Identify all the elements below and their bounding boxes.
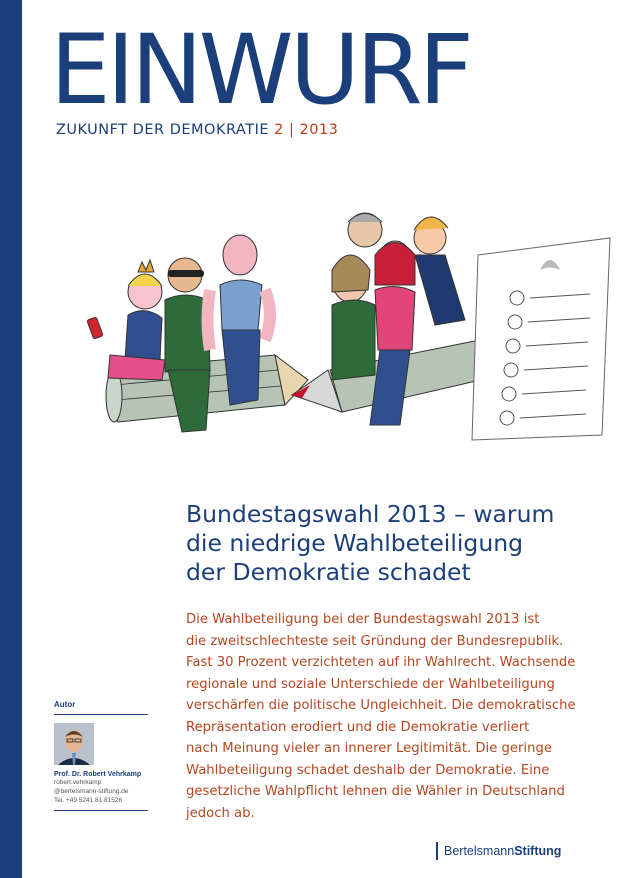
logo-text: [444, 844, 561, 858]
lead-line: Fast 30 Prozent verzichteten auf ihr Wahlrecht. Wachsende: [186, 655, 576, 670]
left-color-bar: [0, 0, 22, 878]
logo-bar: [436, 842, 438, 860]
author-email-domain[interactable]: @bertelsmann-stiftung.de: [54, 788, 129, 795]
lead-line: verschärfen die politische Ungleichheit. Die demokratische: [186, 698, 576, 713]
author-email[interactable]: robert.vehrkamp: [54, 779, 102, 786]
lead-line: jedoch ab.: [186, 805, 255, 821]
headline: [186, 500, 606, 587]
author-name: Prof. Dr. Robert Vehrkamp: [54, 771, 142, 778]
issue-number: 2 | 2013: [274, 122, 339, 138]
author-box: [54, 700, 148, 811]
cover-illustration: [70, 200, 615, 445]
lead-line: regionale und soziale Unterschiede der Wahlbeteiligung: [186, 676, 555, 692]
headline-line: Bundestagswahl 2013 – warum: [186, 500, 555, 528]
ballot-paper: [472, 238, 610, 440]
lead-line: die zweitschlechteste seit Gründung der Bundesrepublik.: [186, 633, 564, 649]
logo-part1: Bertelsmann: [444, 844, 515, 858]
author-phone: Tel. +49 5241 81 81526: [54, 797, 123, 804]
lead-line: Wahlbeteiligung schadet deshalb der Demokratie. Eine: [186, 762, 550, 778]
lead-line: Die Wahlbeteiligung bei der Bundestagswahl 2013 ist: [186, 612, 540, 627]
logo-part2: Stiftung: [514, 844, 562, 858]
author-rule: [54, 714, 148, 715]
lead-line: Repräsentation erodiert und die Demokratie verliert: [186, 719, 530, 735]
lead-line: gesetzliche Wahlpflicht lehnen die Wähler in Deutschland: [186, 784, 565, 799]
series-title: ZUKUNFT DER DEMOKRATIE: [56, 122, 270, 138]
author-photo: [54, 723, 94, 765]
bertelsmann-stiftung-logo: [436, 842, 561, 860]
headline-line: der Demokratie schadet: [186, 558, 471, 586]
author-rule-bottom: [54, 810, 148, 811]
headline-line: die niedrige Wahlbeteiligung: [186, 529, 524, 557]
lead-paragraph: [186, 609, 606, 824]
lead-line: nach Meinung vieler an innerer Legitimität. Die geringe: [186, 741, 552, 756]
masthead-title: EINWURF: [50, 14, 470, 126]
author-label: Autor: [54, 700, 76, 709]
series-subline: [56, 122, 338, 138]
